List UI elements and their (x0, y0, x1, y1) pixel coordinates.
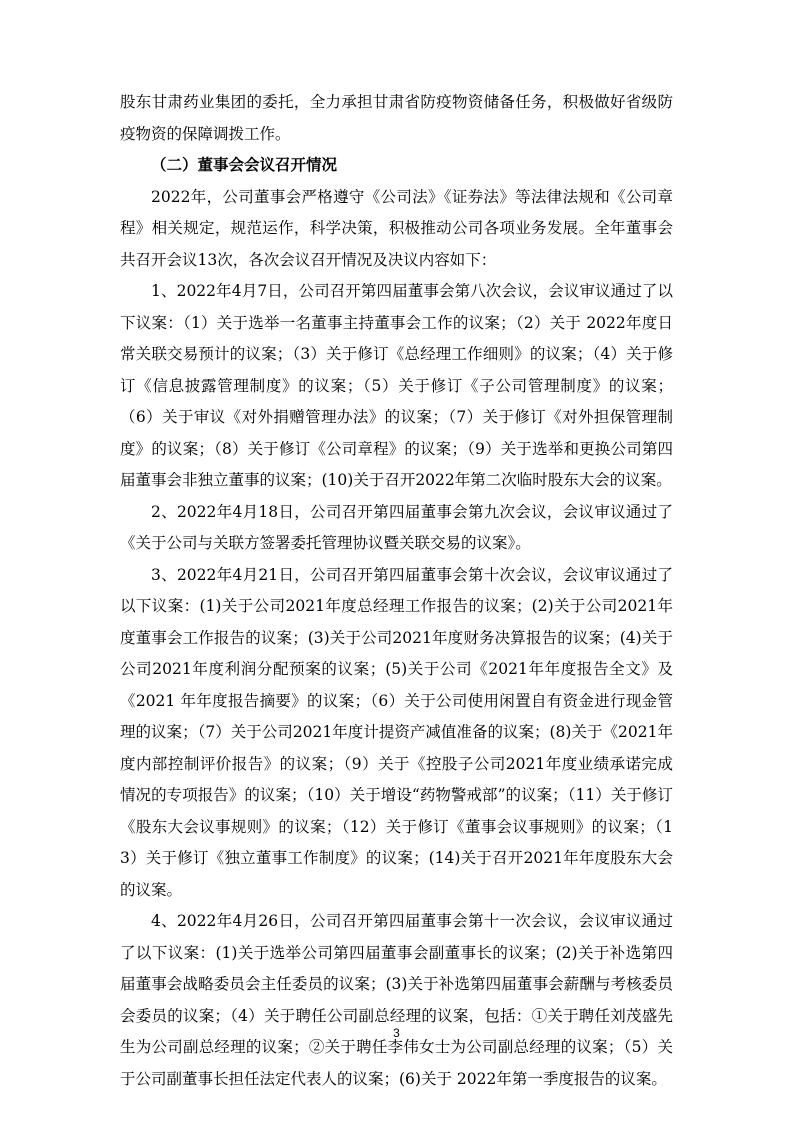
meeting-item-1: 1、2022年4月7日，公司召开第四届董事会第八次会议，会议审议通过了以下议案：（1）关于选举一名董事主持董事会工作的议案；（2）关于 2022年度日常关联交易预计的议案；（3）关于修订《总经理工作细则》的议案；（4）关于修订《信息披露管理制度》的议案；（5）关于修订《子公司管理制度》的议案；（6）关于审议《对外捐赠管理办法》的议案；（7）关于修订《对外担保管理制度》的议案；（8）关于修订《公司章程》的议案；（9）关于选举和更换公司第四届董事会非独立董事的议案；(10)关于召开2022年第二次临时股东大会的议案。 (120, 282, 673, 489)
page-number: 3 (393, 1026, 400, 1040)
meeting-item-2: 2、2022年4月18日，公司召开第四届董事会第九次会议，会议审议通过了《关于公司与关联方签署委托管理协议暨关联交易的议案》。 (120, 502, 673, 552)
overview-paragraph: 2022年，公司董事会严格遵守《公司法》《证券法》等法律法规和《公司章程》相关规定，规范运作，科学决策，积极推动公司各项业务发展。全年董事会共召开会议13次，各次会议召开情况及决议内容如下： (120, 187, 673, 269)
document-body (120, 87, 673, 1095)
section-heading: （二）董事会会议召开情况 (151, 156, 338, 174)
meeting-item-4: 4、2022年4月26日，公司召开第四届董事会第十一次会议，会议审议通过了以下议案：(1)关于选举公司第四届董事会副董事长的议案；(2)关于补选第四届董事会战略委员会主任委员的议案；(3)关于补选第四届董事会薪酬与考核委员会委员的议案；（4）关于聘任公司副总经理的议案，包括：①关于聘任刘茂盛先生为公司副总经理的议案；②关于聘任李伟女士为公司副总经理的议案；（5）关于公司副董事长担任法定代表人的议案；(6)关于 2022年第一季度报告的议案。 (120, 912, 673, 1088)
meeting-item-3: 3、2022年4月21日，公司召开第四届董事会第十次会议，会议审议通过了以下议案：(1)关于公司2021年度总经理工作报告的议案；(2)关于公司2021年度董事会工作报告的议案；(3)关于公司2021年度财务决算报告的议案；(4)关于公司2021年度利润分配预案的议案；(5)关于公司《2021年年度报告全文》及《2021 年年度报告摘要》的议案；（6）关于公司使用闲置自有资金进行现金管理的议案；（7）关于公司2021年度计提资产减值准备的议案；(8)关于《2021年度内部控制评价报告》的议案；（9）关于《控股子公司2021年度业绩承诺完成情况的专项报告》的议案；（10）关于增设“药物警戒部”的议案；（11）关于修订《股东大会议事规则》的议案；（12）关于修订《董事会议事规则》的议案；（13）关于修订《独立董事工作制度》的议案；(14)关于召开2021年年度股东大会的议案。 (120, 565, 673, 899)
intro-paragraph: 股东甘肃药业集团的委托，全力承担甘肃省防疫物资储备任务，积极做好省级防疫物资的保障调拨工作。 (120, 93, 673, 143)
